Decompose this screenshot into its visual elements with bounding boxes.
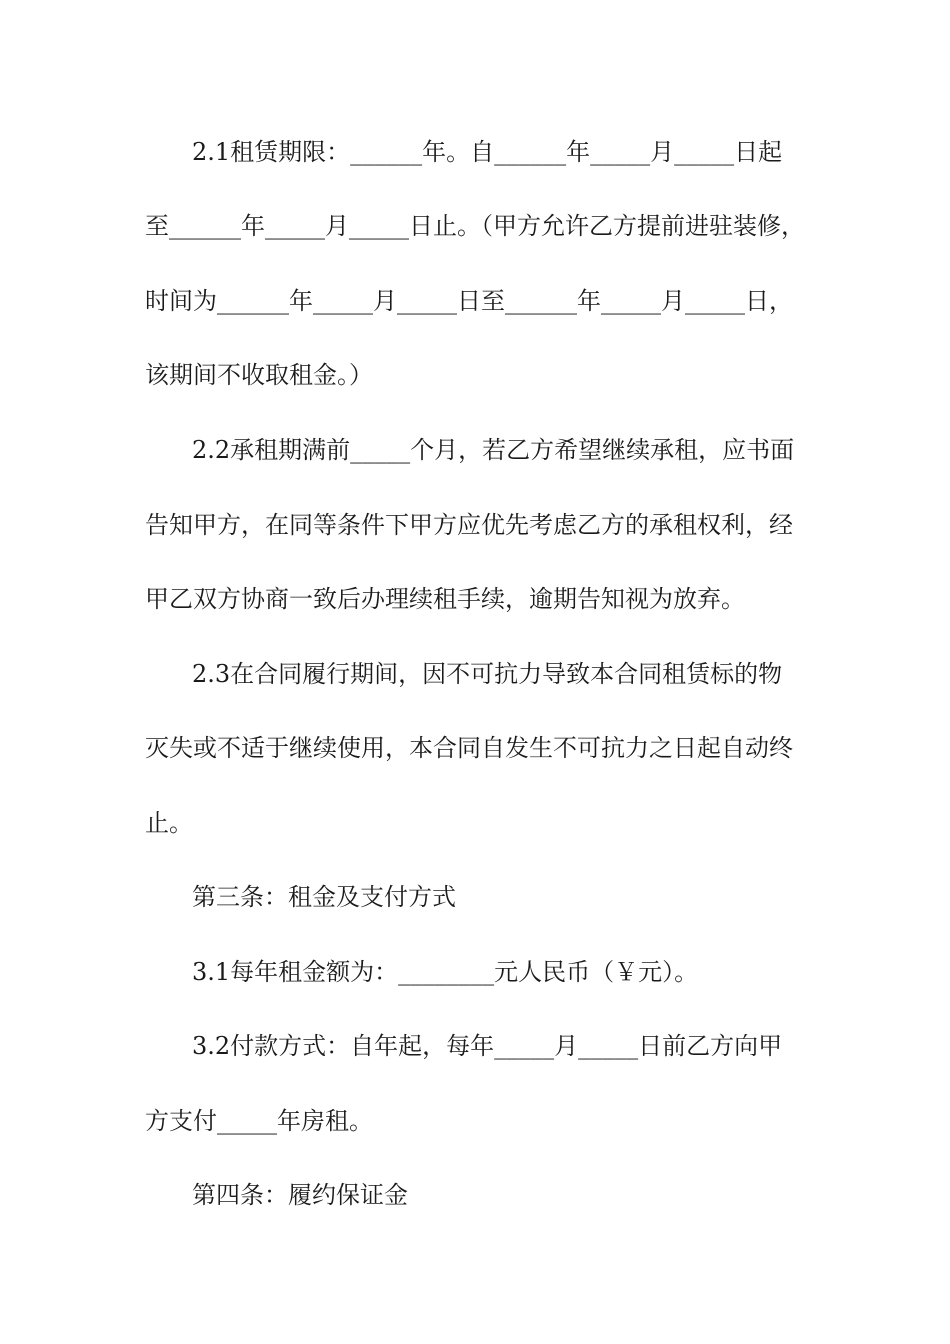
clause-3-1-line-1: 3.1每年租金额为：________元人民币（￥元）。 (192, 958, 699, 986)
clause-2-1-line-1: 2.1租赁期限：______年。自______年_____月_____日起 (192, 138, 783, 166)
clause-2-3-line-3: 止。 (145, 809, 193, 837)
clause-2-3-line-1: 2.3在合同履行期间，因不可抗力导致本合同租赁标的物 (192, 660, 783, 688)
clause-2-2-line-3: 甲乙双方协商一致后办理续租手续，逾期告知视为放弃。 (145, 585, 745, 613)
clause-2-1-line-4: 该期间不收取租金。） (145, 361, 373, 389)
clause-2-2-line-2: 告知甲方，在同等条件下甲方应优先考虑乙方的承租权利，经 (145, 511, 793, 539)
article-3-heading: 第三条：租金及支付方式 (192, 883, 456, 911)
clause-2-1-line-2: 至______年_____月_____日止。（甲方允许乙方提前进驻装修， (145, 212, 805, 240)
clause-3-2-line-1: 3.2付款方式：自年起，每年_____月_____日前乙方向甲 (192, 1032, 783, 1060)
clause-2-1-line-3: 时间为______年_____月_____日至______年_____月_____日， (145, 287, 793, 315)
clause-2-3-line-2: 灭失或不适于继续使用，本合同自发生不可抗力之日起自动终 (145, 734, 793, 762)
clause-2-2-line-1: 2.2承租期满前_____个月，若乙方希望继续承租，应书面 (192, 436, 795, 464)
clause-3-2-line-2: 方支付_____年房租。 (145, 1107, 373, 1135)
article-4-heading: 第四条：履约保证金 (192, 1181, 408, 1209)
